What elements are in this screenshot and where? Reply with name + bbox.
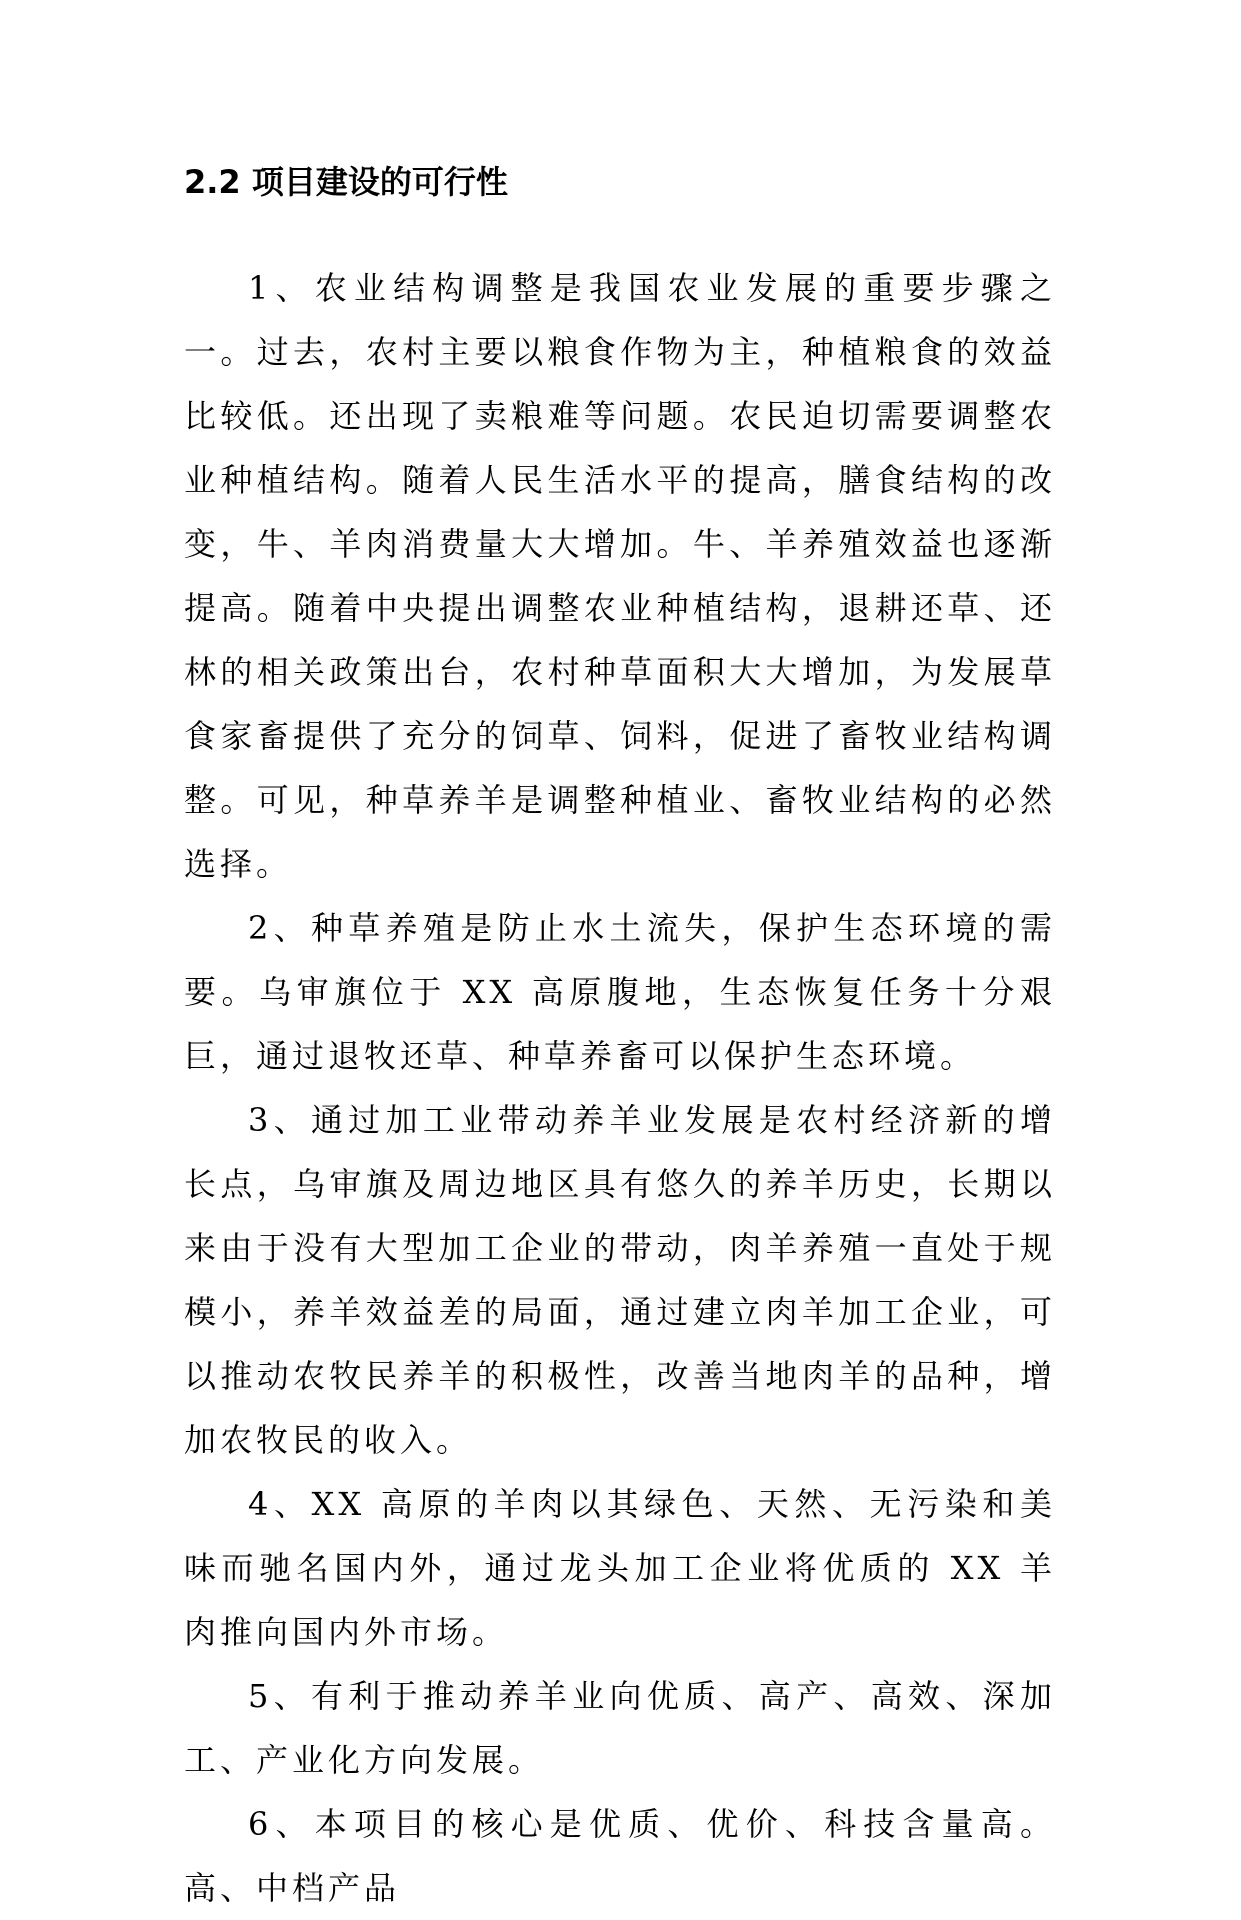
paragraph-6: 6、本项目的核心是优质、优价、科技含量高。高、中档产品 xyxy=(184,1805,1056,1907)
section-heading: 2.2 项目建设的可行性 xyxy=(184,163,508,201)
paragraph-4: 4、XX 高原的羊肉以其绿色、天然、无污染和美味而驰名国内外，通过龙头加工企业将优质的 XX 羊肉推向国内外市场。 xyxy=(184,1485,1056,1651)
paragraph-2: 2、种草养殖是防止水土流失，保护生态环境的需要。乌审旗位于 XX 高原腹地，生态恢复任务十分艰巨，通过退牧还草、种草养畜可以保护生态环境。 xyxy=(184,909,1056,1075)
paragraph-3: 3、通过加工业带动养羊业发展是农村经济新的增长点，乌审旗及周边地区具有悠久的养羊历史，长期以来由于没有大型加工企业的带动，肉羊养殖一直处于规模小，养羊效益差的局面，通过建立肉羊加工企业，可以推动农牧民养羊的积极性，改善当地肉羊的品种，增加农牧民的收入。 xyxy=(184,1101,1056,1459)
paragraph-5: 5、有利于推动养羊业向优质、高产、高效、深加工、产业化方向发展。 xyxy=(184,1677,1056,1779)
paragraph-1: 1、农业结构调整是我国农业发展的重要步骤之一。过去，农村主要以粮食作物为主，种植粮食的效益比较低。还出现了卖粮难等问题。农民迫切需要调整农业种植结构。随着人民生活水平的提高，膳食结构的改变，牛、羊肉消费量大大增加。牛、羊养殖效益也逐渐提高。随着中央提出调整农业种植结构，退耕还草、还林的相关政策出台，农村种草面积大大增加，为发展草食家畜提供了充分的饲草、饲料，促进了畜牧业结构调整。可见，种草养羊是调整种植业、畜牧业结构的必然选择。 xyxy=(184,269,1056,883)
document-body xyxy=(184,256,1056,1920)
